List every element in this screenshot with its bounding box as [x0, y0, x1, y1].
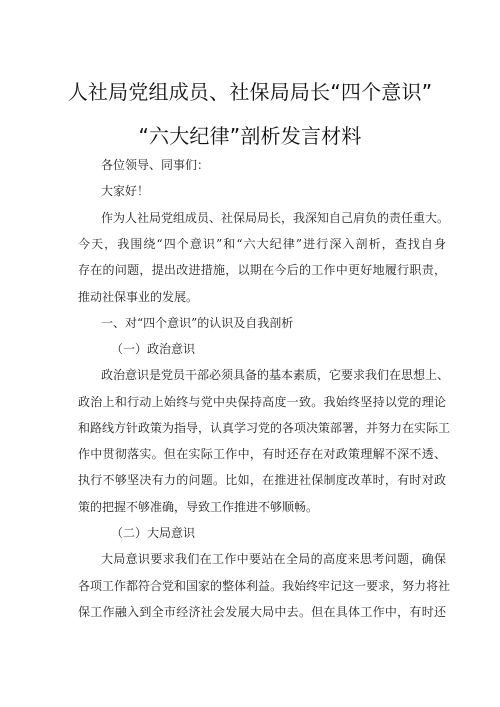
- paragraph-line: 和路线方针政策为指导，认真学习党的各项决策部署，并努力在实际工: [78, 421, 451, 435]
- salutation: 大家好！: [101, 184, 150, 198]
- greeting: 各位领导、同事们：: [101, 158, 210, 172]
- paragraph-line: 执行不够坚决有力的问题。比如，在推进社保制度改革时，有时对政: [78, 473, 446, 487]
- paragraph-line: 政治意识是党员干部必须具备的基本素质，它要求我们在思想上、: [101, 368, 450, 382]
- paragraph-line: 策的把握不够准确，导致工作推进不够顺畅。: [78, 500, 319, 514]
- paragraph-line: 大局意识要求我们在工作中要站在全局的高度来思考问题，确保: [101, 552, 446, 566]
- paragraph-line: 保工作融入到全市经济社会发展大局中去。但在具体工作中，有时还: [78, 605, 446, 619]
- paragraph-line: 各项工作都符合党和国家的整体利益。我始终牢记这一要求，努力将社: [78, 579, 451, 593]
- paragraph-line: 政治上和行动上始终与党中央保持高度一致。我始终坚持以党的理论: [78, 395, 446, 409]
- intro-line: 作为人社局党组成员、社保局局长，我深知自己肩负的责任重大。: [101, 211, 450, 225]
- paragraph-line: 作中贯彻落实。但在实际工作中，有时还存在对政策理解不深不透、: [78, 447, 446, 461]
- section-heading: 一、对“四个意识”的认识及自我剖析: [101, 316, 294, 330]
- intro-line: 存在的问题，提出改进措施，以期在今后的工作中更好地履行职责，: [78, 263, 446, 277]
- document-title-line-2: “六大纪律”剖析发言材料: [138, 124, 362, 148]
- subsection-heading: （一）政治意识: [111, 342, 196, 356]
- intro-line: 推动社保事业的发展。: [78, 290, 199, 304]
- intro-line: 今天，我围绕“四个意识”和“六大纪律”进行深入剖析，查找自身: [78, 237, 446, 251]
- subsection-heading: （二）大局意识: [111, 526, 196, 540]
- document-title-line-1: 人社局党组成员、社保局局长“四个意识”: [67, 80, 433, 104]
